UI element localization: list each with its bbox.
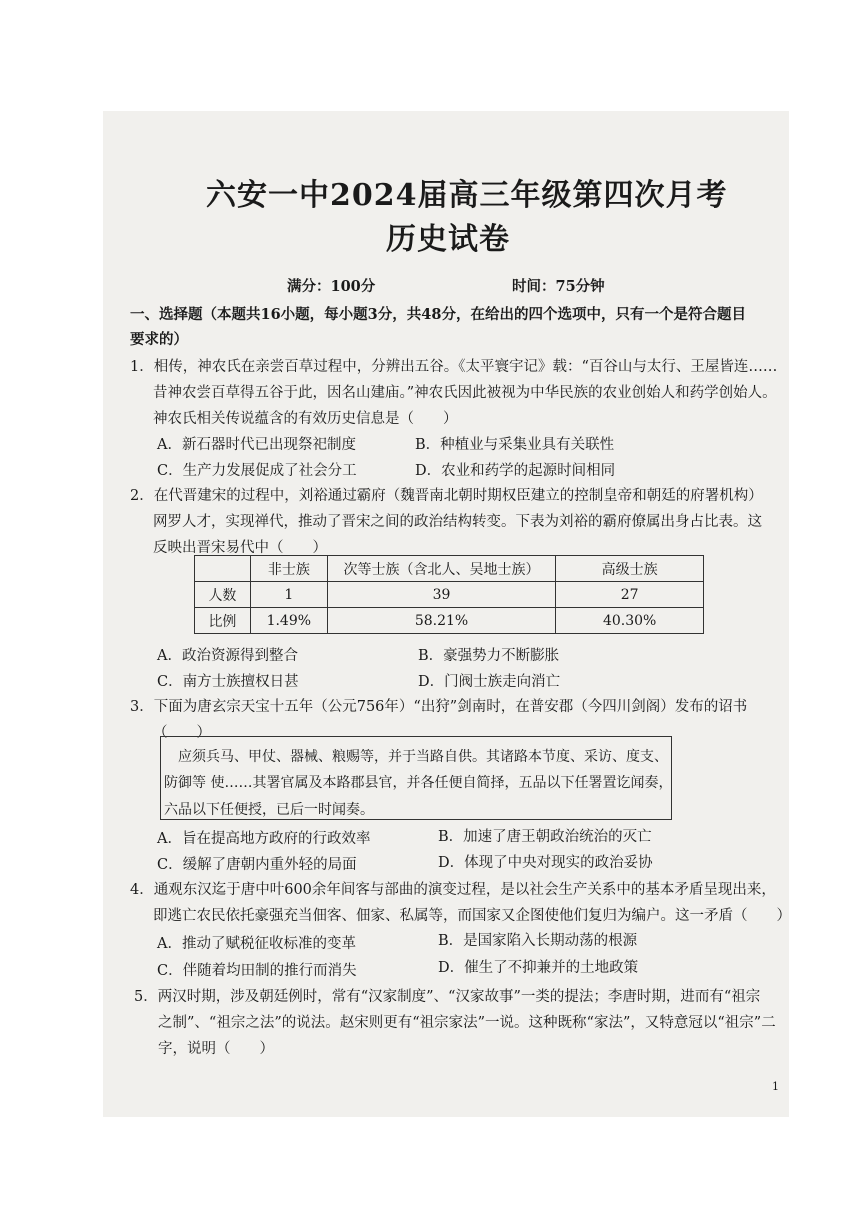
table-cell: 1.49%	[250, 608, 327, 634]
table-cell: 58.21%	[327, 608, 555, 634]
q1-line1: 1．相传，神农氏在亲尝百草过程中，分辨出五谷。《太平寰宇记》载：“百谷山与太行、王屋皆连……	[130, 359, 778, 375]
q5-line1: 5．两汉时期，涉及朝廷例时，常有“汉家制度”、“汉家故事”一类的提法；李唐时期，进而有“祖宗	[134, 989, 761, 1005]
q4-option-b[interactable]: B．是国家陷入长期动荡的根源	[438, 933, 638, 949]
q1-option-b[interactable]: B．种植业与采集业具有关联性	[415, 437, 615, 453]
table-header-cell	[195, 556, 251, 582]
q4-option-c[interactable]: C．伴随着均田制的推行而消失	[157, 963, 357, 979]
q3-edict-line3: 六品以下任便授，已后一时闻奏。	[164, 802, 374, 818]
q1-line2: 昔神农尝百草得五谷于此，因名山建庙。”神农氏因此被视为中华民族的农业创始人和药学创始人。	[153, 385, 777, 401]
table-cell: 人数	[195, 582, 251, 608]
q3-edict-line2: 防御等 使……其署官属及本路郡县官，并各任便自简择，五品以下任署置讫闻奏，	[164, 775, 673, 791]
page-number: 1	[772, 1080, 779, 1093]
q2-line1: 2．在代晋建宋的过程中，刘裕通过霸府（魏晋南北朝时期权臣建立的控制皇帝和朝廷的府署机构）	[130, 488, 763, 504]
q3-option-d[interactable]: D．体现了中央对现实的政治妥协	[438, 855, 653, 871]
exam-subtitle: 历史试卷	[386, 222, 510, 257]
table-cell: 27	[556, 582, 704, 608]
q4-line1: 4．通观东汉迄于唐中叶600余年间客与部曲的演变过程，是以社会生产关系中的基本矛盾呈现出来，	[130, 882, 776, 898]
section-heading-line1: 一、选择题（本题共16小题，每小题3分，共48分，在给出的四个选项中，只有一个是符合题目	[130, 306, 746, 323]
q3-option-a[interactable]: A．旨在提高地方政府的行政效率	[157, 831, 371, 847]
table-cell: 1	[250, 582, 327, 608]
q2-option-b[interactable]: B．豪强势力不断膨胀	[418, 648, 560, 664]
q2-line3: 反映出晋宋易代中（ ）	[153, 540, 327, 556]
full-score: 满分：100分	[287, 278, 376, 295]
q2-option-c[interactable]: C．南方士族擅权日甚	[157, 674, 299, 690]
q3-option-c[interactable]: C．缓解了唐朝内重外轻的局面	[157, 857, 357, 873]
table-row	[195, 582, 704, 608]
q2-line2: 网罗人才，实现禅代，推动了晋宋之间的政治结构转变。下表为刘裕的霸府僚属出身占比表。这	[153, 514, 762, 530]
q1-line3: 神农氏相关传说蕴含的有效历史信息是（ ）	[153, 411, 458, 427]
q4-line2: 即逃亡农民依托豪强充当佃客、佃家、私属等，而国家又企图使他们复归为编户。这一矛盾（ ）	[153, 908, 791, 924]
q2-option-d[interactable]: D．门阀士族走向消亡	[418, 674, 561, 690]
q4-option-d[interactable]: D．催生了不抑兼并的土地政策	[438, 960, 639, 976]
q5-line2: 之制”、“祖宗之法”的说法。赵宋则更有“祖宗家法”一说。这种既称“家法”，又特意冠以“祖宗”二	[158, 1015, 776, 1031]
table-cell: 40.30%	[556, 608, 704, 634]
q3-line2: （ ）	[153, 725, 211, 741]
q1-option-d[interactable]: D．农业和药学的起源时间相同	[415, 463, 616, 479]
table-row	[195, 608, 704, 634]
q3-option-b[interactable]: B．加速了唐王朝政治统治的灭亡	[438, 829, 652, 845]
table-header-cell: 高级士族	[556, 556, 704, 582]
q5-line3: 字，说明（ ）	[158, 1041, 274, 1057]
q2-table	[194, 555, 704, 634]
table-header-cell: 非士族	[250, 556, 327, 582]
exam-title: 六安一中2024届高三年级第四次月考	[206, 178, 728, 213]
q4-option-a[interactable]: A．推动了赋税征收标准的变革	[157, 936, 356, 952]
table-cell: 比例	[195, 608, 251, 634]
q1-option-a[interactable]: A．新石器时代已出现祭祀制度	[157, 437, 356, 453]
section-heading-line2: 要求的）	[130, 331, 188, 348]
table-cell: 39	[327, 582, 555, 608]
table-header-row	[195, 556, 704, 582]
table-header-cell: 次等士族（含北人、吴地士族）	[327, 556, 555, 582]
q2-option-a[interactable]: A．政治资源得到整合	[157, 648, 298, 664]
exam-time: 时间：75分钟	[512, 278, 605, 295]
q1-option-c[interactable]: C．生产力发展促成了社会分工	[157, 463, 357, 479]
q3-edict-line1: 应须兵马、甲仗、器械、粮赐等，并于当路自供。其诸路本节度、采访、度支、	[178, 749, 668, 765]
q3-line1: 3．下面为唐玄宗天宝十五年（公元756年）“出狩”剑南时，在普安郡（今四川剑阁）发布的诏书	[130, 699, 748, 715]
